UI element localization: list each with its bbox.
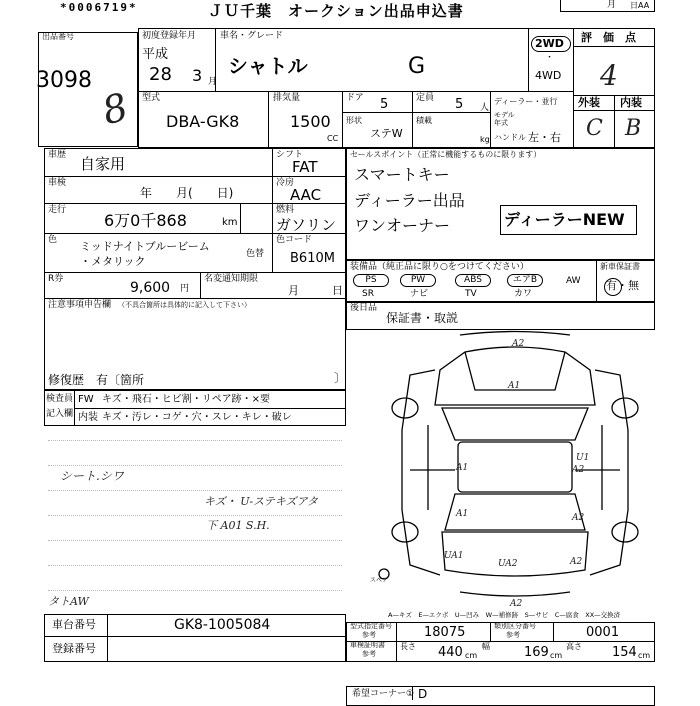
sales-points-label: セールスポイント（正常に機能するものに限ります）	[350, 150, 542, 159]
notes-label-small: （不具合箇所は具体的に記入して下さい）	[118, 301, 251, 309]
shaken-label: 車検	[48, 178, 67, 188]
after-value: 保証書・取説	[386, 311, 459, 325]
corner-value: D	[418, 687, 428, 701]
damage-mark-left-rear-door: A1	[456, 509, 469, 519]
model-year-label2: 年式	[494, 119, 508, 127]
handwritten-left-note: タトAW	[48, 595, 89, 608]
mileage-unit: km	[222, 217, 238, 228]
class-sub: 参考	[506, 631, 520, 639]
capacity-label: 定員	[416, 93, 435, 103]
mileage-label: 走行	[48, 205, 67, 215]
height-value: 154	[612, 645, 637, 660]
interior-grade: B	[625, 116, 642, 141]
notes-label: 注意事項申告欄	[48, 300, 112, 310]
recycle-unit: 円	[180, 284, 190, 294]
shape-label: 形状	[346, 116, 362, 125]
shaken-value: 年 月( 日)	[140, 186, 234, 200]
vehicle-name: シャトル	[228, 54, 308, 78]
registration-label: 登録番号	[52, 642, 96, 655]
shape-value: ステW	[370, 127, 403, 140]
damage-mark-rear-bumper: A2	[510, 599, 523, 609]
width-unit: cm	[550, 651, 563, 660]
left-form-frame	[44, 148, 346, 390]
type-spec-sub: 参考	[362, 631, 376, 639]
spare-label: スペア	[370, 577, 389, 584]
equip-leather: カワ	[514, 289, 533, 299]
width-value: 169	[524, 645, 549, 660]
capacity-unit: 人	[480, 103, 490, 113]
damage-mark-trunk: UA2	[498, 559, 518, 569]
lot-number: 3098	[36, 68, 92, 93]
mileage-value: 6万0千868	[104, 211, 187, 230]
fw-label: FW	[78, 394, 94, 405]
chassis-number: GK8-1005084	[174, 617, 271, 633]
type-spec-label: 型式指定番号	[350, 622, 392, 630]
sales-point-2: ディーラー出品	[354, 191, 465, 210]
kg-unit: kg	[480, 135, 490, 144]
lot-hand-mark: 8	[97, 84, 133, 134]
length-label: 長さ	[400, 642, 416, 651]
doors-label: ドア	[346, 93, 364, 103]
cc-unit: CC	[327, 134, 339, 143]
score-label: 評 価 点	[581, 31, 636, 44]
handwritten-seat-note: シート.シワ	[60, 469, 124, 483]
doors-value: 5	[380, 97, 389, 112]
car-damage-diagram	[370, 330, 650, 610]
interior-inspect-label: 内装	[78, 412, 98, 423]
handle-label: ハンドル	[494, 133, 526, 142]
date-day-label: 日AA	[630, 1, 650, 10]
chassis-label: 車台番号	[52, 618, 96, 631]
length-unit: cm	[465, 651, 478, 660]
repair-history: 修復歴 有〔箇所	[48, 373, 145, 387]
inspector-label-1: 検査員	[46, 394, 74, 404]
class-value: 0001	[586, 625, 620, 640]
displacement-label: 排気量	[273, 93, 301, 103]
equip-airbag: エアB	[507, 274, 543, 287]
equip-aw: AW	[566, 276, 581, 286]
first-reg-label: 初度登録年月	[142, 31, 197, 41]
drive-4wd: 4WD	[535, 69, 562, 82]
equip-sr: SR	[362, 289, 374, 299]
drive-2wd: 2WD	[535, 37, 564, 50]
color-name-1: ミッドナイトブルービーム	[80, 240, 210, 253]
handwritten-note-2: 下 A01 S.H.	[206, 519, 270, 532]
drive-dot: ・	[545, 53, 555, 63]
height-label: 高さ	[566, 642, 582, 651]
model-code: DBA-GK8	[166, 112, 240, 131]
class-label: 類別区分番号	[494, 622, 536, 630]
dealer-label: ディーラー・並行	[494, 97, 558, 106]
lot-label: 出品番号	[42, 32, 74, 41]
fw-items: キズ・飛石・ヒビ割・リペア跡・×要	[102, 394, 270, 405]
warranty-options: 有・無	[606, 279, 639, 292]
cert-label: 車検証明書	[350, 641, 385, 649]
serial-number: *0006719*	[60, 1, 138, 14]
inspector-label-2: 記入欄	[46, 409, 74, 419]
recycle-label: R券	[48, 274, 64, 284]
damage-mark-right-quarter: A2	[570, 557, 583, 567]
type-spec-value: 18075	[424, 625, 466, 640]
equipment-label: 装備品（純正品に限り○をつけてください）	[350, 262, 529, 272]
history-label: 車歴	[48, 150, 67, 160]
sales-point-3: ワンオーナー	[354, 216, 451, 235]
equip-pw: PW	[400, 274, 436, 287]
model-year-label: モデル	[494, 111, 515, 119]
ac-value: AAC	[290, 186, 322, 204]
damage-legend: A—キズ E—エクボ U—凹み W—補修跡 S—サビ C—腐食 XX—交換済	[388, 611, 621, 619]
score-value: 4	[600, 59, 618, 92]
damage-mark-right-rear-door: A2	[572, 513, 585, 523]
equip-navi: ナビ	[410, 289, 429, 299]
handle-options: 左・右	[528, 131, 561, 144]
repair-close: 〕	[334, 371, 347, 385]
dealer-new-text: ディーラーNEW	[504, 210, 625, 229]
notice-value: 月 日	[288, 284, 343, 297]
interior-label: 内装	[620, 96, 642, 109]
color-code-value: B610M	[290, 251, 335, 266]
after-label: 後日品	[350, 303, 378, 313]
width-label: 幅	[482, 642, 490, 651]
reg-year: 28	[149, 64, 172, 85]
cert-sub: 参考	[362, 650, 376, 658]
recycle-value: 9,600	[130, 280, 171, 296]
load-label: 積載	[416, 116, 432, 125]
history-value: 自家用	[80, 155, 126, 173]
interior-inspect-items: キズ・汚レ・コゲ・穴・スレ・キレ・破レ	[102, 412, 292, 423]
damage-mark-hood: A1	[508, 381, 521, 391]
notice-label: 名変通知期限	[204, 274, 259, 284]
damage-mark-right-front: A2	[572, 465, 585, 475]
shift-label: シフト	[276, 150, 304, 160]
reg-month: 3	[192, 66, 203, 85]
color-change-label: 色替	[246, 249, 265, 259]
era-label: 平成	[142, 47, 169, 62]
handwritten-note-1: キズ・ U-ステキズアタ	[204, 495, 318, 508]
reg-month-unit: 月	[208, 77, 218, 87]
fuel-value: ガソリン	[276, 216, 337, 234]
damage-mark-left-quarter: UA1	[444, 551, 464, 561]
damage-mark-front-bumper: A2	[512, 339, 525, 349]
fuel-label: 燃料	[276, 205, 295, 215]
exterior-label: 外装	[578, 96, 600, 109]
length-value: 440	[438, 645, 463, 660]
equip-tv: TV	[465, 289, 477, 299]
ac-label: 冷房	[276, 178, 295, 188]
date-month-label: 月	[607, 0, 617, 10]
warranty-label: 新車保証書	[600, 262, 640, 271]
damage-mark-left-front: A1	[456, 463, 469, 473]
color-code-label: 色コード	[276, 235, 313, 245]
corner-label: 希望コーナー①	[352, 689, 415, 699]
vehicle-grade: G	[408, 54, 426, 79]
color-label: 色	[48, 235, 58, 245]
color-name-2: ・メタリック	[80, 255, 146, 268]
shift-value: FAT	[292, 158, 318, 176]
equip-abs: ABS	[455, 274, 491, 287]
name-grade-label: 車名・グレード	[220, 31, 284, 41]
damage-mark-right-front-u: U1	[576, 453, 590, 463]
exterior-grade: C	[586, 116, 603, 141]
height-unit: cm	[638, 651, 651, 660]
capacity-value: 5	[455, 97, 464, 112]
equip-ps: PS	[353, 274, 389, 287]
displacement-value: 1500	[290, 112, 331, 131]
model-label: 型式	[142, 93, 161, 103]
sales-point-1: スマートキー	[354, 165, 450, 184]
form-title: ＪＵ千葉 オークション出品申込書	[208, 2, 464, 20]
